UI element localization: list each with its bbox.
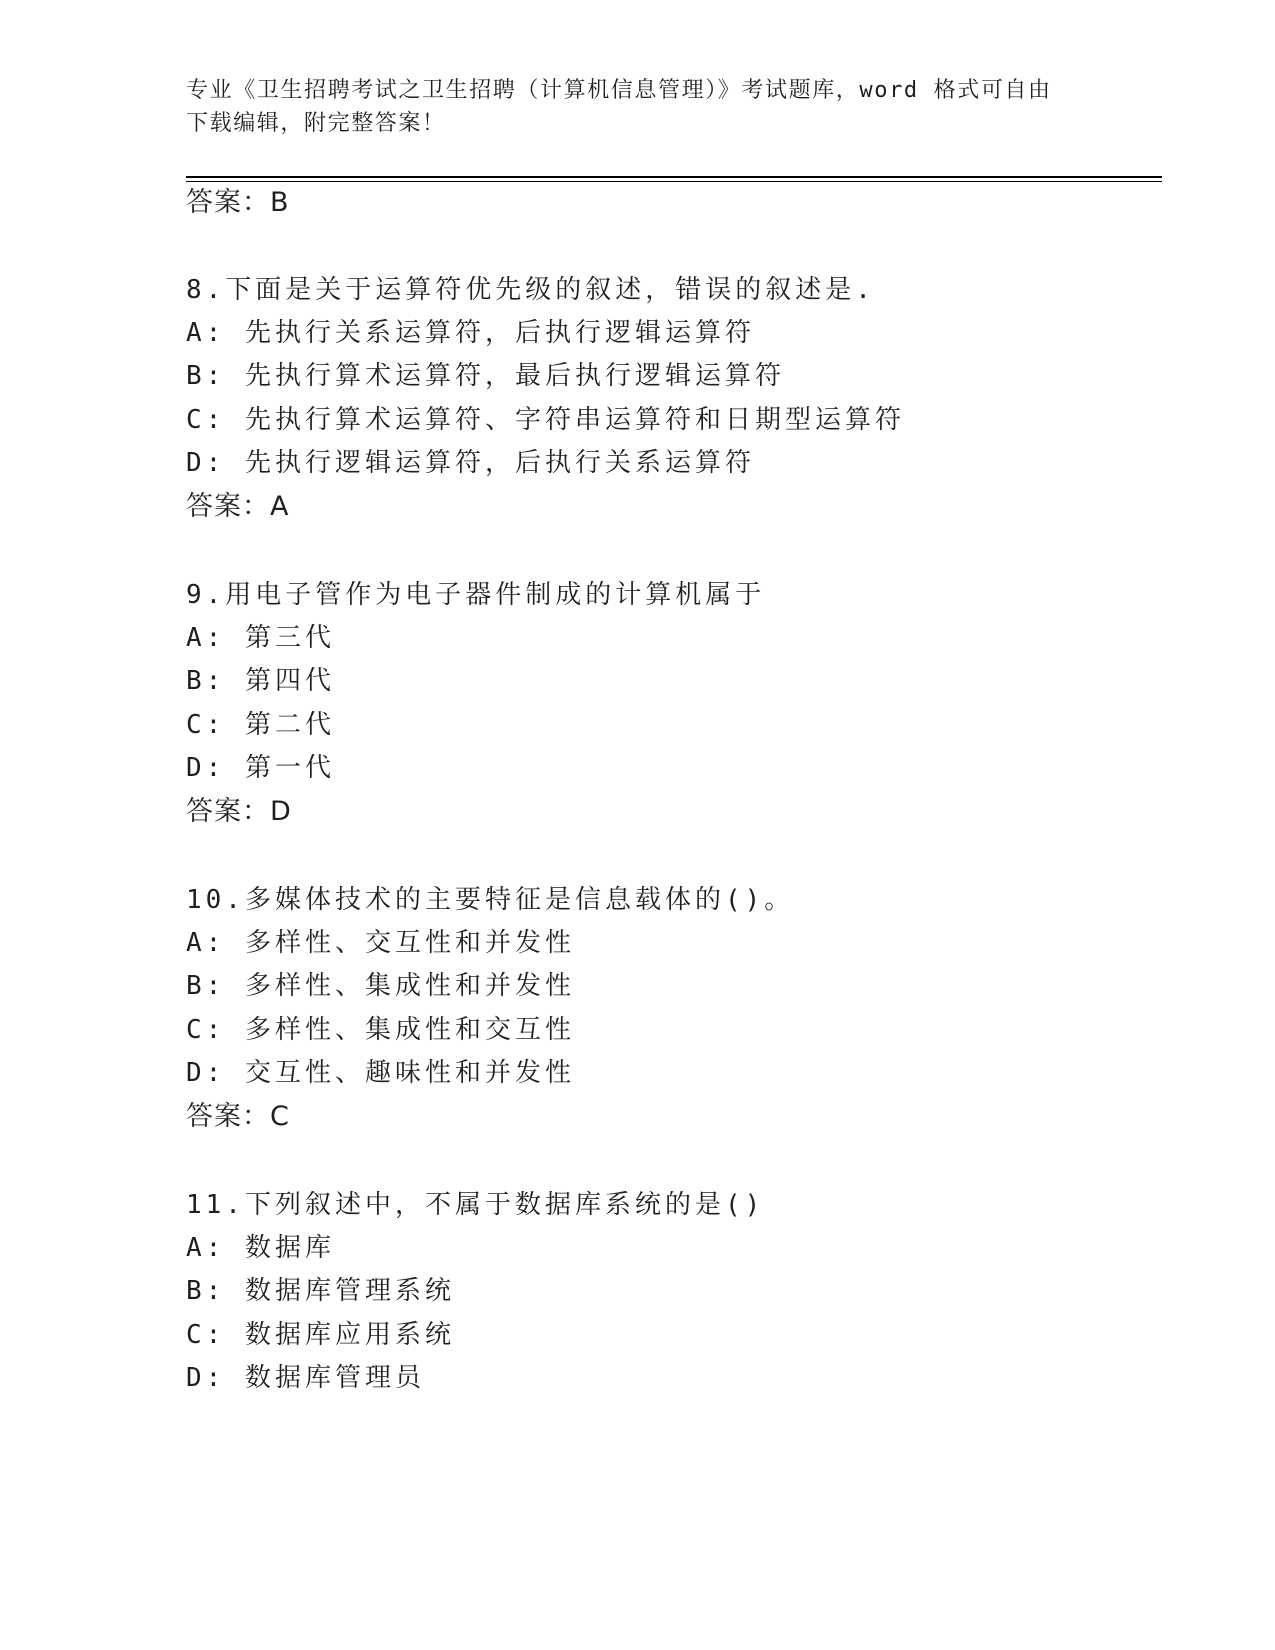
answer-line: 答案：B bbox=[186, 187, 290, 218]
answer-line: 答案：D bbox=[186, 796, 292, 827]
question-stem: 11.下列叙述中，不属于数据库系统的是() bbox=[186, 1190, 765, 1220]
option-line: A: 第三代 bbox=[186, 623, 335, 653]
option-line: B: 先执行算术运算符，最后执行逻辑运算符 bbox=[186, 361, 785, 391]
header-divider-thick bbox=[186, 176, 1162, 178]
option-line: B: 多样性、集成性和并发性 bbox=[186, 971, 575, 1001]
answer-line: 答案：A bbox=[186, 491, 290, 522]
option-line: B: 第四代 bbox=[186, 666, 335, 696]
option-line: C: 数据库应用系统 bbox=[186, 1320, 455, 1350]
option-line: A: 先执行关系运算符，后执行逻辑运算符 bbox=[186, 318, 755, 348]
header-divider-thin bbox=[186, 181, 1162, 182]
option-line: D: 先执行逻辑运算符，后执行关系运算符 bbox=[186, 448, 755, 478]
option-line: A: 数据库 bbox=[186, 1233, 335, 1263]
document-header-text: 专业《卫生招聘考试之卫生招聘（计算机信息管理）》考试题库，word 格式可自由下载编辑，附完整答案！ bbox=[186, 78, 1052, 136]
question-stem: 9.用电子管作为电子器件制成的计算机属于 bbox=[186, 580, 766, 610]
question-stem: 10.多媒体技术的主要特征是信息载体的()。 bbox=[186, 885, 795, 915]
question-stem: 8.下面是关于运算符优先级的叙述，错误的叙述是. bbox=[186, 275, 875, 305]
option-line: B: 数据库管理系统 bbox=[186, 1276, 455, 1306]
option-line: A: 多样性、交互性和并发性 bbox=[186, 928, 575, 958]
option-line: D: 数据库管理员 bbox=[186, 1363, 425, 1393]
option-line: D: 第一代 bbox=[186, 753, 335, 783]
option-line: D: 交互性、趣味性和并发性 bbox=[186, 1058, 575, 1088]
option-line: C: 先执行算术运算符、字符串运算符和日期型运算符 bbox=[186, 405, 905, 435]
answer-line: 答案：C bbox=[186, 1101, 290, 1132]
option-line: C: 第二代 bbox=[186, 710, 335, 740]
option-line: C: 多样性、集成性和交互性 bbox=[186, 1015, 575, 1045]
